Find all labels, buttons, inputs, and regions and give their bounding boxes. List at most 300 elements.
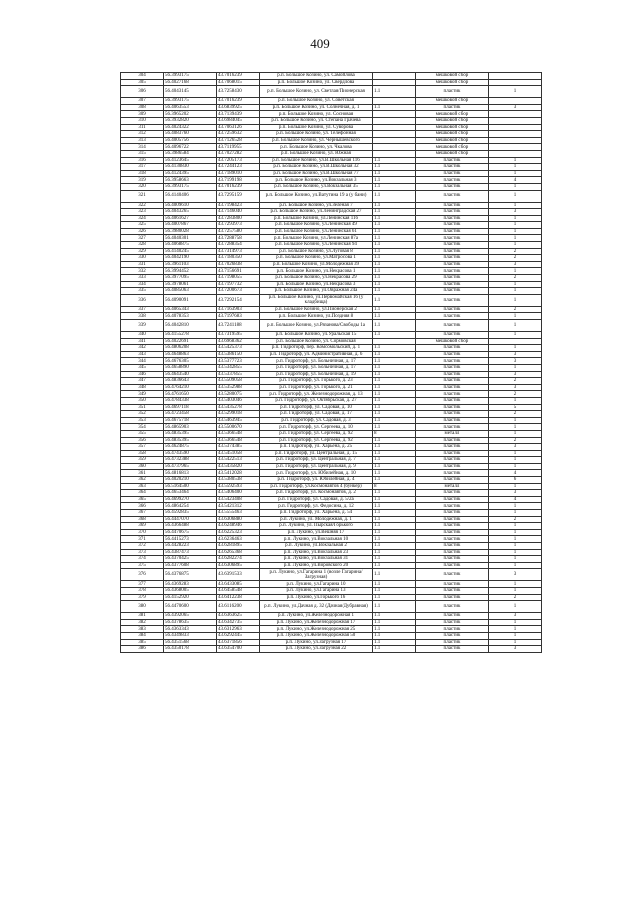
cell-address: р.п. Лукино, ул.Вокзальная 2 xyxy=(260,543,373,550)
cell-row-number: 319 xyxy=(121,177,164,184)
cell-address: р.п. Лукино, ул.Вокзальная 31 xyxy=(260,556,373,563)
table-row xyxy=(121,587,542,594)
cell-longitude: 43.6984045 xyxy=(217,117,260,124)
cell-container-volume: 1.1 xyxy=(373,424,416,431)
table-row xyxy=(121,294,542,306)
cell-container-volume: 1.1 xyxy=(373,437,416,444)
cell-container-count: 1 xyxy=(489,222,542,229)
cell-row-number: 361 xyxy=(121,470,164,477)
cell-latitude: 56.4761650 xyxy=(164,391,217,398)
table-row xyxy=(121,222,542,229)
cell-container-volume xyxy=(373,73,416,80)
cell-container-material: пластик xyxy=(416,490,489,497)
cell-container-volume: 1.1 xyxy=(373,215,416,222)
table-row xyxy=(121,281,542,288)
cell-container-volume: 1.1 xyxy=(373,490,416,497)
cell-container-count xyxy=(489,137,542,144)
cell-container-count: 2 xyxy=(489,378,542,385)
cell-latitude: 56.4123645 xyxy=(164,157,217,164)
cell-longitude: 43.6391533 xyxy=(217,569,260,581)
cell-address: р.п. Гидроторф, ул. Центральная, д. 9 xyxy=(260,463,373,470)
table-row xyxy=(121,632,542,639)
cell-container-count: 1 xyxy=(489,190,542,202)
cell-container-material: пластик xyxy=(416,543,489,550)
cell-container-count: 2 xyxy=(489,248,542,255)
cell-row-number: 351 xyxy=(121,404,164,411)
cell-longitude: 43.5425373 xyxy=(217,345,260,352)
cell-container-count: 2 xyxy=(489,391,542,398)
cell-address: р.п. Большое Козино, ул.Поздняя 8 xyxy=(260,313,373,320)
cell-latitude: 56.4470600 xyxy=(164,601,217,613)
cell-longitude: 43.7198423 xyxy=(217,202,260,209)
cell-row-number: 356 xyxy=(121,437,164,444)
cell-container-volume: 1.1 xyxy=(373,417,416,424)
cell-longitude: 43.6458548 xyxy=(217,587,260,594)
cell-latitude: 56.4675718 xyxy=(164,417,217,424)
cell-row-number: 341 xyxy=(121,338,164,345)
cell-longitude: 43.7314973 xyxy=(217,248,260,255)
cell-container-count: 1 xyxy=(489,364,542,371)
cell-latitude: 56.4366488 xyxy=(164,523,217,530)
cell-address: р.п. Большое Козино, ул. Советская xyxy=(260,98,373,105)
table-row xyxy=(121,470,542,477)
cell-container-count xyxy=(489,117,542,124)
cell-latitude: 56.4043265 xyxy=(164,209,217,216)
table-row xyxy=(121,288,542,295)
cell-container-volume: 1.1 xyxy=(373,177,416,184)
cell-row-number: 363 xyxy=(121,483,164,490)
table-row xyxy=(121,170,542,177)
table-row xyxy=(121,378,542,385)
cell-latitude: 56.4764210 xyxy=(164,384,217,391)
cell-longitude: 43.7293973 xyxy=(217,222,260,229)
table-row xyxy=(121,111,542,118)
cell-container-material: пластик xyxy=(416,404,489,411)
table-row xyxy=(121,332,542,339)
table-row xyxy=(121,529,542,536)
cell-row-number: 312 xyxy=(121,131,164,138)
registry-rows xyxy=(121,73,542,653)
cell-address: р.п. Большое Козино, ул. Сормовская xyxy=(260,338,373,345)
cell-row-number: 323 xyxy=(121,209,164,216)
cell-address: р.п. Большое Козино, ул.Некрасова 29 xyxy=(260,275,373,282)
cell-container-material: пластик xyxy=(416,170,489,177)
cell-address: р.п. Большое Козино, ул. Степана Грачева xyxy=(260,117,373,124)
cell-longitude: 43.6363625 xyxy=(217,613,260,620)
cell-longitude: 43.7257580 xyxy=(217,228,260,235)
cell-longitude: 43.5374385 xyxy=(217,444,260,451)
cell-container-material: пластик xyxy=(416,437,489,444)
cell-row-number: 374 xyxy=(121,556,164,563)
cell-latitude: 56.3958663 xyxy=(164,177,217,184)
cell-row-number: 379 xyxy=(121,594,164,601)
cell-longitude: 43.5366548 xyxy=(217,430,260,437)
cell-container-volume xyxy=(373,144,416,151)
cell-address: р.п. Большое Козино, ул. Телефонная xyxy=(260,131,373,138)
cell-container-material: мешковой сбор xyxy=(416,124,489,131)
table-row xyxy=(121,490,542,497)
cell-container-material: металл xyxy=(416,483,489,490)
cell-container-material: пластик xyxy=(416,562,489,569)
cell-address: р.п. Гидроторф, ул. Административная, д. 6 xyxy=(260,351,373,358)
cell-container-count: 1 xyxy=(489,228,542,235)
cell-longitude: 43.7259632 xyxy=(217,131,260,138)
cell-latitude: 56.4349833 xyxy=(164,632,217,639)
cell-longitude: 43.6371856 xyxy=(217,639,260,646)
cell-row-number: 333 xyxy=(121,275,164,282)
cell-row-number: 362 xyxy=(121,477,164,484)
cell-row-number: 354 xyxy=(121,424,164,431)
cell-row-number: 315 xyxy=(121,150,164,157)
cell-container-volume: 1.1 xyxy=(373,404,416,411)
cell-container-material: мешковой сбор xyxy=(416,98,489,105)
cell-latitude: 56.3932820 xyxy=(164,117,217,124)
cell-container-count xyxy=(489,73,542,80)
cell-container-material: металл xyxy=(416,430,489,437)
cell-address: р.п. Гидроторф, ул. Больничная, д. 17 xyxy=(260,364,373,371)
cell-longitude: 43.7016239 xyxy=(217,98,260,105)
cell-latitude: 56.4363343 xyxy=(164,626,217,633)
cell-address: р.п. Лукино, ул.Горького 16 xyxy=(260,594,373,601)
cell-longitude: 43.5380538 xyxy=(217,477,260,484)
cell-longitude: 43.5423408 xyxy=(217,496,260,503)
cell-longitude: 43.5435278 xyxy=(217,404,260,411)
cell-longitude: 43.7068015 xyxy=(217,79,260,86)
cell-container-count: 3 xyxy=(489,104,542,111)
cell-container-volume: 1.1 xyxy=(373,313,416,320)
table-row xyxy=(121,268,542,275)
cell-container-material: пластик xyxy=(416,626,489,633)
cell-row-number: 345 xyxy=(121,364,164,371)
cell-longitude: 43.7146040 xyxy=(217,209,260,216)
cell-container-count: 2 xyxy=(489,437,542,444)
cell-container-volume: 8 xyxy=(373,430,416,437)
table-row xyxy=(121,543,542,550)
cell-longitude: 43.6312963 xyxy=(217,626,260,633)
cell-container-material: пластик xyxy=(416,496,489,503)
table-row xyxy=(121,131,542,138)
cell-container-volume xyxy=(373,124,416,131)
cell-longitude: 43.6839925 xyxy=(217,104,260,111)
cell-container-count xyxy=(489,144,542,151)
cell-container-count xyxy=(489,150,542,157)
cell-container-count: 1 xyxy=(489,510,542,517)
cell-longitude: 43.7205173 xyxy=(217,157,260,164)
cell-longitude: 43.7288758 xyxy=(217,235,260,242)
cell-container-volume: 1.1 xyxy=(373,516,416,523)
cell-container-volume: 1.1 xyxy=(373,294,416,306)
cell-latitude: 56.4068875 xyxy=(164,242,217,249)
cell-latitude: 56.4377608 xyxy=(164,562,217,569)
table-row xyxy=(121,209,542,216)
cell-longitude: 43.7063126 xyxy=(217,124,260,131)
table-row xyxy=(121,190,542,202)
table-row xyxy=(121,556,542,563)
cell-container-count xyxy=(489,98,542,105)
cell-latitude: 56.4592835 xyxy=(164,510,217,517)
table-row xyxy=(121,397,542,404)
cell-container-count: 1 xyxy=(489,536,542,543)
cell-latitude: 56.4096722 xyxy=(164,144,217,151)
cell-latitude: 56.4784338 xyxy=(164,397,217,404)
cell-row-number: 369 xyxy=(121,523,164,530)
cell-container-material: пластик xyxy=(416,581,489,588)
table-row xyxy=(121,562,542,569)
cell-container-material: пластик xyxy=(416,177,489,184)
cell-row-number: 304 xyxy=(121,73,164,80)
cell-container-volume xyxy=(373,117,416,124)
cell-container-material: пластик xyxy=(416,523,489,530)
cell-address: р.п. Большое Козино, ул.Пионерская 2 xyxy=(260,306,373,313)
cell-row-number: 334 xyxy=(121,281,164,288)
table-row xyxy=(121,248,542,255)
cell-latitude: 56.4376875 xyxy=(164,569,217,581)
cell-container-volume: 1.1 xyxy=(373,288,416,295)
cell-container-count: 1 xyxy=(489,235,542,242)
cell-longitude: 43.5299018 xyxy=(217,411,260,418)
cell-container-material: пластик xyxy=(416,261,489,268)
cell-container-volume: 1.1 xyxy=(373,601,416,613)
cell-container-count: 1 xyxy=(489,313,542,320)
cell-container-count: 5 xyxy=(489,404,542,411)
cell-row-number: 305 xyxy=(121,79,164,86)
cell-row-number: 325 xyxy=(121,222,164,229)
cell-container-volume: 8 xyxy=(373,483,416,490)
table-row xyxy=(121,613,542,620)
cell-container-material: пластик xyxy=(416,157,489,164)
cell-latitude: 56.5164500 xyxy=(164,483,217,490)
cell-row-number: 371 xyxy=(121,536,164,543)
cell-address: р.п. Большое Козино, ул. Сосновая xyxy=(260,111,373,118)
cell-container-count: 2 xyxy=(489,516,542,523)
table-row xyxy=(121,384,542,391)
table-row xyxy=(121,523,542,530)
cell-container-material: пластик xyxy=(416,235,489,242)
cell-container-material: мешковой сбор xyxy=(416,137,489,144)
cell-longitude: 43.7026838 xyxy=(217,261,260,268)
cell-longitude: 43.6116200 xyxy=(217,601,260,613)
cell-latitude: 56.4130830 xyxy=(164,164,217,171)
cell-row-number: 349 xyxy=(121,391,164,398)
cell-container-volume: 1.1 xyxy=(373,202,416,209)
cell-container-volume: 1.1 xyxy=(373,183,416,190)
cell-longitude: 43.7244123 xyxy=(217,164,260,171)
cell-container-volume: 1.1 xyxy=(373,209,416,216)
cell-container-material: пластик xyxy=(416,536,489,543)
cell-container-count: 1 xyxy=(489,268,542,275)
cell-container-volume xyxy=(373,338,416,345)
cell-container-count: 2 xyxy=(489,275,542,282)
cell-longitude: 43.5406400 xyxy=(217,490,260,497)
cell-longitude: 43.6306895 xyxy=(217,562,260,569)
cell-container-count: 3 xyxy=(489,261,542,268)
cell-row-number: 348 xyxy=(121,384,164,391)
cell-container-count: 1 xyxy=(489,543,542,550)
cell-address: р.п. Гидроторф, ул. Центральная, д. 15 xyxy=(260,450,373,457)
cell-row-number: 382 xyxy=(121,619,164,626)
cell-address: р.п. Большое Козино, ул.В.Школьная 32 xyxy=(260,164,373,171)
cell-latitude: 56.4140406 xyxy=(164,190,217,202)
cell-container-volume: 1.1 xyxy=(373,306,416,313)
cell-row-number: 321 xyxy=(121,190,164,202)
cell-container-material: пластик xyxy=(416,281,489,288)
cell-container-count: 2 xyxy=(489,411,542,418)
cell-container-volume xyxy=(373,137,416,144)
cell-container-volume: 1.1 xyxy=(373,281,416,288)
cell-container-volume: 1.1 xyxy=(373,222,416,229)
cell-container-volume: 1.1 xyxy=(373,235,416,242)
cell-container-material: пластик xyxy=(416,477,489,484)
table-row xyxy=(121,536,542,543)
table-row xyxy=(121,516,542,523)
cell-latitude: 56.4083760 xyxy=(164,131,217,138)
cell-address: р.п. Большое Козино, ул. Самойлова xyxy=(260,73,373,80)
cell-address: р.п. Большое Козино, ул.Уральская 15 xyxy=(260,332,373,339)
cell-longitude: 43.5451058 xyxy=(217,450,260,457)
cell-longitude: 43.7027282 xyxy=(217,150,260,157)
table-row xyxy=(121,626,542,633)
cell-container-volume: 1.1 xyxy=(373,164,416,171)
table-row xyxy=(121,183,542,190)
cell-latitude: 56.4040301 xyxy=(164,235,217,242)
cell-container-material: пластик xyxy=(416,320,489,332)
cell-latitude: 56.3993175 xyxy=(164,98,217,105)
cell-container-volume: 1.1 xyxy=(373,444,416,451)
table-row xyxy=(121,549,542,556)
table-row xyxy=(121,150,542,157)
cell-longitude: 43.5592593 xyxy=(217,483,260,490)
cell-latitude: 56.4737965 xyxy=(164,463,217,470)
cell-container-material: пластик xyxy=(416,345,489,352)
cell-container-material: пластик xyxy=(416,86,489,98)
table-row xyxy=(121,255,542,262)
cell-row-number: 340 xyxy=(121,332,164,339)
table-row xyxy=(121,275,542,282)
table-row xyxy=(121,496,542,503)
cell-container-count: 1 xyxy=(489,503,542,510)
cell-container-count: 1 xyxy=(489,457,542,464)
cell-latitude: 56.4732388 xyxy=(164,457,217,464)
cell-container-count: 3 xyxy=(489,569,542,581)
cell-latitude: 56.4836643 xyxy=(164,378,217,385)
cell-address: р.п. Большое Козино, ул.Овражная 24а xyxy=(260,288,373,295)
cell-container-count: 4 xyxy=(489,496,542,503)
cell-latitude: 56.4723458 xyxy=(164,411,217,418)
cell-address: р.п. Большое Козино, ул.Первомайская 16 (у кладбища) xyxy=(260,294,373,306)
cell-latitude: 56.4022691 xyxy=(164,338,217,345)
cell-row-number: 384 xyxy=(121,632,164,639)
cell-container-count: 1 xyxy=(489,345,542,352)
cell-container-volume xyxy=(373,150,416,157)
cell-container-material: пластик xyxy=(416,613,489,620)
cell-longitude: 43.7197683 xyxy=(217,313,260,320)
cell-address: р.п. Большое Козино, ул. Южная xyxy=(260,150,373,157)
cell-container-count: 1 xyxy=(489,556,542,563)
cell-longitude: 43.5435820 xyxy=(217,463,260,470)
cell-longitude: 43.7126528 xyxy=(217,137,260,144)
cell-container-count: 3 xyxy=(489,351,542,358)
table-row xyxy=(121,510,542,517)
cell-container-volume: 1.1 xyxy=(373,510,416,517)
cell-longitude: 43.5555463 xyxy=(217,510,260,517)
cell-container-volume: 1.1 xyxy=(373,523,416,530)
table-row xyxy=(121,503,542,510)
cell-latitude: 56.4027168 xyxy=(164,79,217,86)
cell-latitude: 56.4155278 xyxy=(164,332,217,339)
cell-latitude: 56.4392065 xyxy=(164,613,217,620)
cell-container-count: 1 xyxy=(489,483,542,490)
table-row xyxy=(121,569,542,581)
cell-row-number: 329 xyxy=(121,248,164,255)
cell-container-volume: 1.1 xyxy=(373,503,416,510)
table-row xyxy=(121,124,542,131)
cell-address: р.п. Гидроторф, ул. Юбилейная, д. 4 xyxy=(260,477,373,484)
cell-container-count: 1 xyxy=(489,86,542,98)
cell-row-number: 320 xyxy=(121,183,164,190)
cell-container-volume: 1.1 xyxy=(373,457,416,464)
cell-container-material: пластик xyxy=(416,391,489,398)
cell-container-count: 1 xyxy=(489,562,542,569)
cell-container-material: пластик xyxy=(416,104,489,111)
cell-latitude: 56.4658890 xyxy=(164,364,217,371)
cell-latitude: 56.4447070 xyxy=(164,516,217,523)
cell-row-number: 360 xyxy=(121,463,164,470)
cell-address: р.п. Гидроторф, ул. Садовая, д. 3 xyxy=(260,417,373,424)
cell-container-volume: 1.1 xyxy=(373,569,416,581)
table-row xyxy=(121,104,542,111)
table-row xyxy=(121,581,542,588)
cell-latitude: 56.3961103 xyxy=(164,261,217,268)
cell-container-count: 1 xyxy=(489,549,542,556)
cell-container-material: пластик xyxy=(416,549,489,556)
cell-container-volume: 1.1 xyxy=(373,351,416,358)
cell-row-number: 338 xyxy=(121,313,164,320)
cell-address: р.п. Лукино, ул.Загрузная 22 xyxy=(260,646,373,653)
cell-latitude: 56.3978061 xyxy=(164,281,217,288)
cell-address: р.п. Гидроторф, ул. Харьена, д. 25 xyxy=(260,444,373,451)
cell-latitude: 56.4368005 xyxy=(164,587,217,594)
cell-container-volume xyxy=(373,131,416,138)
cell-container-material: пластик xyxy=(416,248,489,255)
cell-container-count: 3 xyxy=(489,646,542,653)
cell-container-material: пластик xyxy=(416,288,489,295)
table-row xyxy=(121,117,542,124)
table-row xyxy=(121,86,542,98)
cell-latitude: 56.3980028 xyxy=(164,228,217,235)
cell-latitude: 56.4697118 xyxy=(164,404,217,411)
cell-row-number: 381 xyxy=(121,613,164,620)
cell-container-count: 1 xyxy=(489,164,542,171)
cell-longitude: 43.6412238 xyxy=(217,594,260,601)
cell-address: р.п. Большое Козино, ул.Ленинская 94 xyxy=(260,242,373,249)
cell-container-count: 3 xyxy=(489,613,542,620)
table-row xyxy=(121,594,542,601)
table-row xyxy=(121,202,542,209)
cell-container-material: пластик xyxy=(416,444,489,451)
cell-latitude: 56.3993175 xyxy=(164,73,217,80)
cell-longitude: 43.6968362 xyxy=(217,338,260,345)
table-row xyxy=(121,242,542,249)
cell-container-volume: 1.1 xyxy=(373,242,416,249)
table-row xyxy=(121,391,542,398)
cell-latitude: 56.3994452 xyxy=(164,268,217,275)
cell-latitude: 56.4387473 xyxy=(164,549,217,556)
cell-container-material: пластик xyxy=(416,183,489,190)
table-row xyxy=(121,177,542,184)
cell-longitude: 43.7199198 xyxy=(217,177,260,184)
cell-row-number: 378 xyxy=(121,587,164,594)
cell-row-number: 337 xyxy=(121,306,164,313)
